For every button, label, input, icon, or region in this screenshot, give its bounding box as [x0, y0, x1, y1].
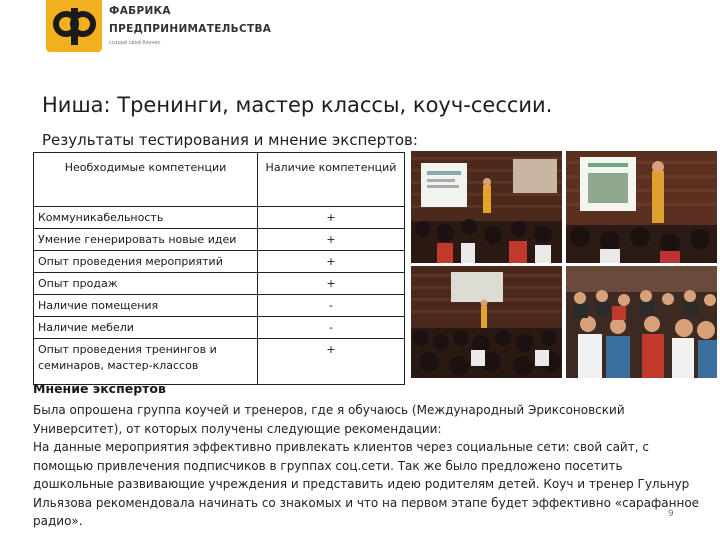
competence-table	[33, 152, 405, 385]
company-logo	[46, 0, 272, 52]
page-number: 9	[668, 509, 674, 519]
competence-name: Наличие помещения	[34, 295, 258, 317]
table-row	[34, 207, 405, 229]
logo-line2: ПРЕДПРИНИМАТЕЛЬСТВА	[109, 23, 272, 35]
logo-line1: ФАБРИКА	[109, 5, 171, 17]
logo-mark-icon	[46, 0, 102, 52]
competence-name: Опыт проведения тренингов и семинаров, мастер-классов	[34, 339, 258, 385]
competence-name: Опыт проведения мероприятий	[34, 251, 258, 273]
opinion-paragraph-1: Была опрошена группа коучей и тренеров, где я обучаюсь (Международный Эриксоновский Университет), от которых получены следующие рекомендации:	[33, 403, 625, 436]
table-header-row	[34, 153, 405, 207]
logo-tagline: создай свой бизнес	[109, 40, 161, 46]
training-photo-1	[411, 151, 562, 263]
table-row	[34, 317, 405, 339]
competence-value: +	[258, 229, 405, 251]
competence-value: +	[258, 273, 405, 295]
table-row	[34, 273, 405, 295]
page-subtitle: Результаты тестирования и мнение экспертов:	[42, 131, 418, 149]
opinion-heading: Мнение экспертов	[33, 381, 166, 396]
competence-name: Умение генерировать новые идеи	[34, 229, 258, 251]
table-row	[34, 339, 405, 385]
competence-name: Наличие мебели	[34, 317, 258, 339]
training-photo-4	[566, 266, 717, 378]
table-header-competence: Необходимые компетенции	[34, 153, 258, 207]
competence-value: +	[258, 339, 405, 385]
opinion-paragraph-2: На данные мероприятия эффективно привлекать клиентов через социальные сети: свой сайт, с помощью привлечения подписчиков в группах соц.сети. Так же было предложено посетить дошкольные развивающие учреждения и представить идею родителям детей. Коуч и тренер Гульнур Ильязова рекомендовала начинать со знакомых и что на первом этапе будет эффективно «сарафанное радио».	[33, 440, 700, 528]
competence-name: Опыт продаж	[34, 273, 258, 295]
competence-value: -	[258, 317, 405, 339]
competence-value: +	[258, 207, 405, 229]
table-row	[34, 295, 405, 317]
competence-value: -	[258, 295, 405, 317]
table-header-availability: Наличие компетенций	[258, 153, 405, 207]
table-row	[34, 229, 405, 251]
training-photo-2	[566, 151, 717, 263]
competence-name: Коммуникабельность	[34, 207, 258, 229]
competence-value: +	[258, 251, 405, 273]
table-row	[34, 251, 405, 273]
opinion-text	[33, 401, 705, 531]
page-title: Ниша: Тренинги, мастер классы, коуч-сессии.	[42, 93, 553, 117]
training-photo-3	[411, 266, 562, 378]
